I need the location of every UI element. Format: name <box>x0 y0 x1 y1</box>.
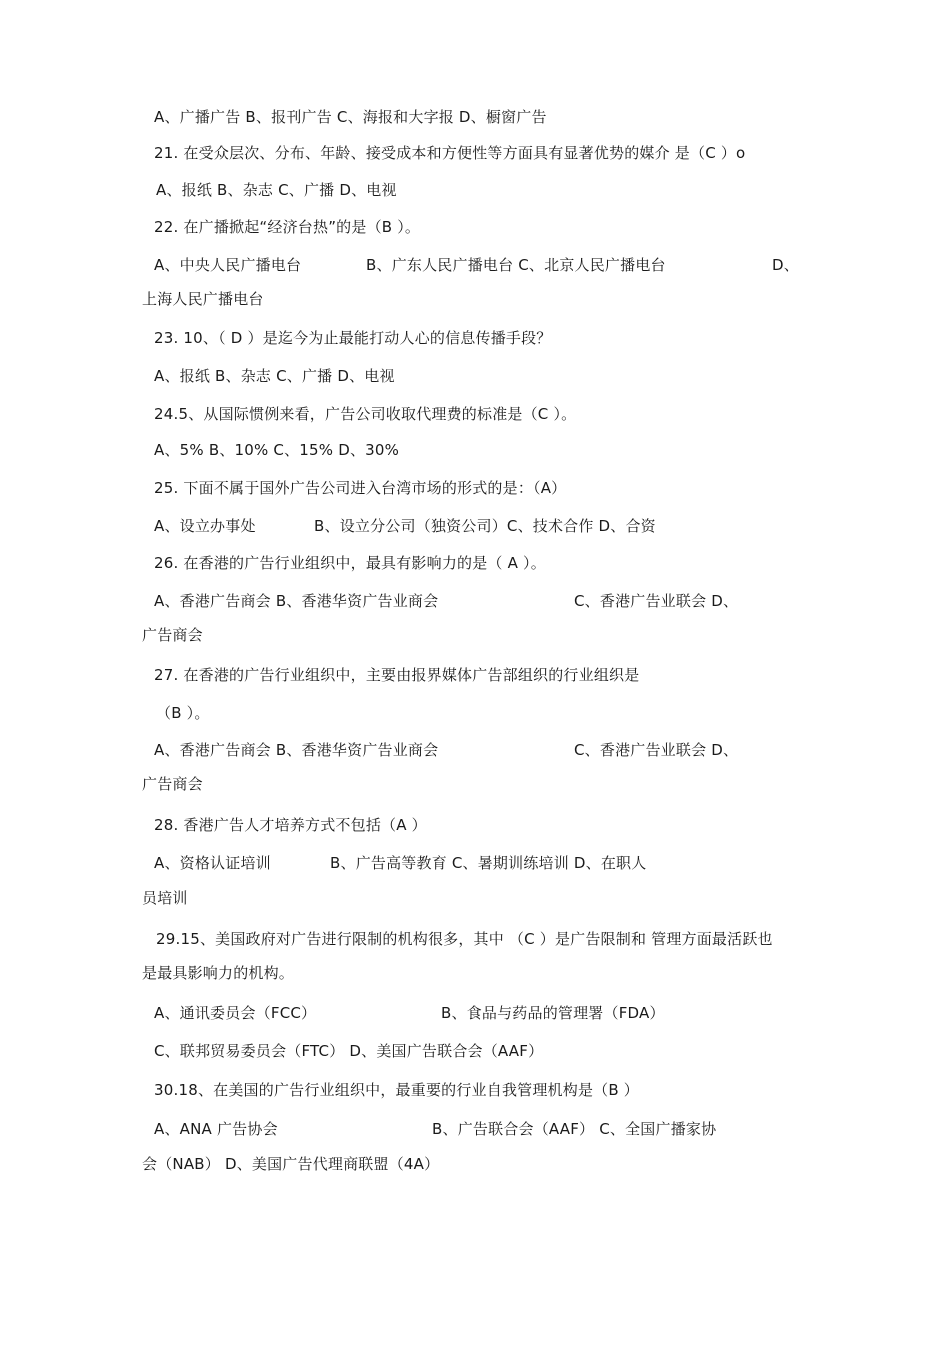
q28-option-d-cont: 员培训 <box>142 889 188 907</box>
q24-question: 24.5、从国际惯例来看，广告公司收取代理费的标准是（C ）。 <box>154 405 577 423</box>
q26-option-d-cont: 广告商会 <box>142 626 203 644</box>
q22-option-a: A、中央人民广播电台 <box>154 256 302 274</box>
q26-question: 26. 在香港的广告行业组织中，最具有影响力的是（ A ）。 <box>154 554 546 572</box>
q27-question: 27. 在香港的广告行业组织中，主要由报界媒体广告部组织的行业组织是 <box>154 666 640 684</box>
q26-option-c-d: C、香港广告业联会 D、 <box>574 592 739 610</box>
q29-question: 29.15、美国政府对广告进行限制的机构很多，其中 （C ）是广告限制和 管理方面最活跃也 <box>156 930 773 948</box>
q29-option-b: B、食品与药品的管理署（FDA） <box>441 1004 665 1022</box>
q27-question-cont: （B ）。 <box>156 704 210 722</box>
q21-options: A、报纸 B、杂志 C、广播 D、电视 <box>156 181 397 199</box>
q22-option-d-cont: 上海人民广播电台 <box>142 290 264 308</box>
q28-option-b-c-d: B、广告高等教育 C、暑期训练培训 D、在职人 <box>330 854 647 872</box>
q26-option-a-b: A、香港广告商会 B、香港华资广告业商会 <box>154 592 439 610</box>
q27-option-d-cont: 广告商会 <box>142 775 203 793</box>
q30-option-b-c: B、广告联合会（AAF） C、全国广播家协 <box>432 1120 717 1138</box>
q22-option-b-c: B、广东人民广播电台 C、北京人民广播电台 <box>366 256 666 274</box>
q24-options: A、5% B、10% C、15% D、30% <box>154 441 400 459</box>
q25-option-b-c-d: B、设立分公司（独资公司）C、技术合作 D、合资 <box>314 517 656 535</box>
q27-option-c-d: C、香港广告业联会 D、 <box>574 741 739 759</box>
q22-option-d: D、 <box>772 256 799 274</box>
q25-option-a: A、设立办事处 <box>154 517 256 535</box>
q28-question: 28. 香港广告人才培养方式不包括（A ） <box>154 816 427 834</box>
q23-options: A、报纸 B、杂志 C、广播 D、电视 <box>154 367 395 385</box>
q21-question: 21. 在受众层次、分布、年龄、接受成本和方便性等方面具有显著优势的媒介 是（C ）o <box>154 144 746 162</box>
q30-option-a: A、ANA 广告协会 <box>154 1120 278 1138</box>
q27-option-a-b: A、香港广告商会 B、香港华资广告业商会 <box>154 741 439 759</box>
q29-question-cont: 是最具影响力的机构。 <box>142 964 295 982</box>
q20-options: A、广播广告 B、报刊广告 C、海报和大字报 D、橱窗广告 <box>154 108 547 126</box>
q29-option-a: A、通讯委员会（FCC） <box>154 1004 317 1022</box>
q22-question: 22. 在广播掀起“经济台热”的是（B ）。 <box>154 218 421 236</box>
q25-question: 25. 下面不属于国外广告公司进入台湾市场的形式的是：（A） <box>154 479 567 497</box>
q29-option-c-d: C、联邦贸易委员会（FTC） D、美国广告联合会（AAF） <box>154 1042 544 1060</box>
q23-question: 23. 10、（ D ）是迄今为止最能打动人心的信息传播手段？ <box>154 329 552 347</box>
q30-question: 30.18、在美国的广告行业组织中，最重要的行业自我管理机构是（B ） <box>154 1081 640 1099</box>
q30-option-c-d-cont: 会（NAB） D、美国广告代理商联盟（4A） <box>142 1155 440 1173</box>
q28-option-a: A、资格认证培训 <box>154 854 271 872</box>
